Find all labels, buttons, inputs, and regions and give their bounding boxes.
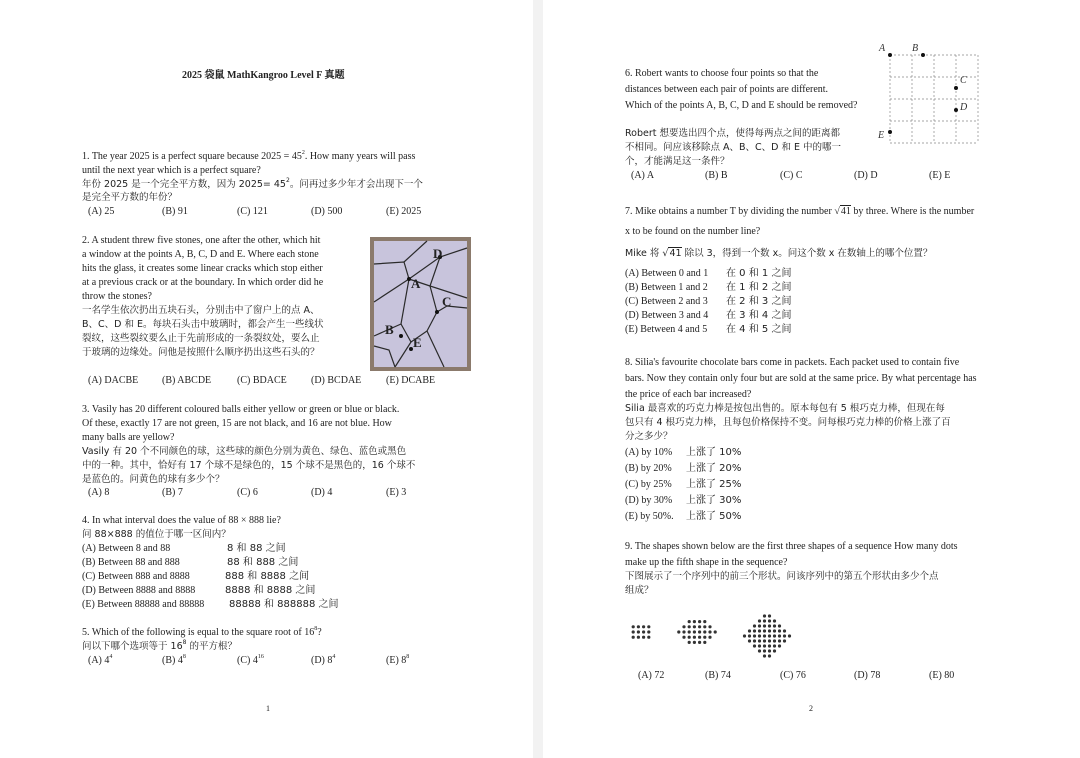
sequence-dot-shape3 xyxy=(768,629,771,632)
sequence-dot-shape3 xyxy=(753,624,756,627)
q4-option-d[interactable]: (D) Between 8888 and 8888 xyxy=(82,585,196,596)
sequence-dot-shape3 xyxy=(758,639,761,642)
sequence-dot-shape3 xyxy=(763,644,766,647)
sequence-dot-shape1 xyxy=(647,636,650,639)
sequence-dot-shape2 xyxy=(703,625,706,628)
sequence-dot-shape2 xyxy=(698,625,701,628)
q8-option-a-cn: 上涨了 10% xyxy=(686,447,742,458)
sequence-dot-shape3 xyxy=(758,634,761,637)
sequence-dot-shape3 xyxy=(783,629,786,632)
sequence-dot-shape2 xyxy=(703,630,706,633)
sequence-dot-shape3 xyxy=(768,654,771,657)
grid-label-b: B xyxy=(912,43,919,54)
q6-text-line2: distances between each pair of points are different. xyxy=(625,84,829,95)
q8-option-d-cn: 上涨了 30% xyxy=(686,495,742,506)
grid-label-d: D xyxy=(960,102,968,113)
sequence-dot-shape3 xyxy=(778,624,781,627)
q9-cn-line2: 组成？ xyxy=(625,585,654,596)
q7-option-c[interactable]: (C) Between 2 and 3 xyxy=(625,296,708,307)
q8-cn-line3: 分之多少？ xyxy=(625,431,673,442)
sequence-dot-shape1 xyxy=(637,625,640,628)
q6-option-c[interactable]: (C) C xyxy=(780,170,803,181)
q8-cn-line1: Silia 最喜欢的巧克力棒是按包出售的。原本每包有 5 根巧克力棒，但现在每 xyxy=(625,403,945,414)
exam-page-1 xyxy=(0,0,533,758)
q6-cn-line1: Robert 想要选出四个点，使得每两点之间的距离都 xyxy=(625,128,841,139)
q4-cn-line1: 问 88×888 的值位于哪一区间内？ xyxy=(82,529,231,540)
q3-text-line2: Of these, exactly 17 are not green, 15 are not black, and 16 are not blue. How xyxy=(82,418,392,429)
sequence-dot-shape3 xyxy=(758,644,761,647)
q4-option-e-cn: 88888 和 888888 之间 xyxy=(229,599,339,610)
q7-option-e-cn: 在 4 和 5 之间 xyxy=(726,324,792,335)
sequence-dot-shape2 xyxy=(688,625,691,628)
q2-text-line4: at a previous crack or at the boundary. In which order did he xyxy=(82,277,324,288)
q7-option-d-cn: 在 3 和 4 之间 xyxy=(726,310,792,321)
q4-option-a[interactable]: (A) Between 8 and 88 xyxy=(82,543,171,554)
q2-option-d[interactable]: (D) BCDAE xyxy=(311,375,362,386)
q6-option-e[interactable]: (E) E xyxy=(929,170,951,181)
sequence-dot-shape3 xyxy=(753,644,756,647)
q9-option-b[interactable]: (B) 74 xyxy=(705,670,731,681)
q8-text-line1: 8. Silia's favourite chocolate bars come in packets. Each packet used to contain five xyxy=(625,357,960,368)
sequence-dot-shape1 xyxy=(642,630,645,633)
sequence-dot-shape2 xyxy=(693,620,696,623)
q2-option-a[interactable]: (A) DACBE xyxy=(88,375,139,386)
q2-cn-line2: B、C、D 和 E。每块石头击中玻璃时，都会产生一些线状 xyxy=(82,319,324,330)
sequence-dot-shape1 xyxy=(647,625,650,628)
q3-option-a[interactable]: (A) 8 xyxy=(88,487,110,498)
sequence-dot-shape1 xyxy=(637,636,640,639)
q9-text-line2: make up the fifth shape in the sequence? xyxy=(625,557,788,568)
q8-option-b-cn: 上涨了 20% xyxy=(686,463,742,474)
q2-option-c[interactable]: (C) BDACE xyxy=(237,375,287,386)
q1-option-a[interactable]: (A) 25 xyxy=(88,206,115,217)
dot-sequence-figure xyxy=(625,612,805,666)
q9-cn-line1: 下图展示了一个序列中的前三个形状。问该序列中的第五个形状由多少个点 xyxy=(625,571,939,582)
sequence-dot-shape2 xyxy=(703,620,706,623)
sequence-dot-shape2 xyxy=(688,630,691,633)
q4-option-b-cn: 88 和 888 之间 xyxy=(227,557,299,568)
q5-cn-line1: 问以下哪个选项等于 $16^8$ 的平方根？ xyxy=(82,639,237,652)
sequence-dot-shape2 xyxy=(693,625,696,628)
q9-text-line1: 9. The shapes shown below are the first three shapes of a sequence How many dots xyxy=(625,541,958,552)
sequence-dot-shape3 xyxy=(768,644,771,647)
sequence-dot-shape3 xyxy=(743,634,746,637)
sequence-dot-shape2 xyxy=(698,636,701,639)
sequence-dot-shape3 xyxy=(753,634,756,637)
sequence-dot-shape2 xyxy=(677,630,680,633)
q4-text-line1: 4. In what interval does the value of 88 × 888 lie? xyxy=(82,515,281,526)
sequence-dot-shape2 xyxy=(703,641,706,644)
sequence-dot-shape1 xyxy=(632,625,635,628)
sequence-dot-shape3 xyxy=(788,634,791,637)
grid-label-c: C xyxy=(960,75,967,86)
q7-option-e[interactable]: (E) Between 4 and 5 xyxy=(625,324,708,335)
point-grid-figure xyxy=(875,40,990,148)
q9-option-e[interactable]: (E) 80 xyxy=(929,670,955,681)
q7-option-a-cn: 在 0 和 1 之间 xyxy=(726,268,792,279)
exam-page-2 xyxy=(543,0,1080,758)
sequence-dot-shape1 xyxy=(647,630,650,633)
window-label-c: C xyxy=(442,294,452,309)
window-label-a: A xyxy=(411,276,421,291)
q8-option-e-cn: 上涨了 50% xyxy=(686,511,742,522)
q3-option-e[interactable]: (E) 3 xyxy=(386,487,407,498)
sequence-dot-shape3 xyxy=(763,654,766,657)
sequence-dot-shape2 xyxy=(682,636,685,639)
q8-text-line2: bars. Now they contain only four but are sold at the same price. By what percentage has xyxy=(625,373,977,384)
q2-cn-line1: 一名学生依次扔出五块石头，分别击中了窗户上的点 A、 xyxy=(82,305,320,316)
q7-text-line2: x to be found on the number line? xyxy=(625,226,761,237)
q1-option-c[interactable]: (C) 121 xyxy=(237,206,268,217)
sequence-dot-shape3 xyxy=(758,629,761,632)
sequence-dot-shape3 xyxy=(773,649,776,652)
q7-text-line1: 7. Mike obtains a number T by dividing the number √41 by three. Where is the number xyxy=(625,206,975,217)
sequence-dot-shape2 xyxy=(698,620,701,623)
q8-option-e[interactable]: (E) by 50%. xyxy=(625,511,674,522)
page-number: 1 xyxy=(266,704,270,713)
q8-option-b[interactable]: (B) by 20% xyxy=(625,463,672,474)
q2-text-line3: hits the glass, it creates some linear cracks which stop either xyxy=(82,263,323,274)
sequence-dot-shape1 xyxy=(632,630,635,633)
sequence-dot-shape3 xyxy=(763,614,766,617)
sequence-dot-shape3 xyxy=(758,619,761,622)
sequence-dot-shape3 xyxy=(763,619,766,622)
q2-text-line2: a window at the points A, B, C, D and E. Where each stone xyxy=(82,249,319,260)
q4-option-c[interactable]: (C) Between 888 and 8888 xyxy=(82,571,190,582)
sequence-dot-shape3 xyxy=(773,644,776,647)
sequence-dot-shape3 xyxy=(773,624,776,627)
sequence-dot-shape2 xyxy=(698,630,701,633)
q8-option-c[interactable]: (C) by 25% xyxy=(625,479,672,490)
q8-option-d[interactable]: (D) by 30% xyxy=(625,495,673,506)
sequence-dot-shape3 xyxy=(748,629,751,632)
q1-text-line1: 1. The year 2025 is a perfect square because $2025 = 45^2$. How many years will pass xyxy=(82,150,416,162)
sequence-dot-shape3 xyxy=(778,644,781,647)
q6-option-d[interactable]: (D) D xyxy=(854,170,878,181)
q2-text-line5: throw the stones? xyxy=(82,291,152,302)
q5-option-e[interactable]: (E) $8^8$ xyxy=(386,654,410,666)
sequence-dot-shape1 xyxy=(637,630,640,633)
q9-option-c[interactable]: (C) 76 xyxy=(780,670,806,681)
q3-option-b[interactable]: (B) 7 xyxy=(162,487,183,498)
q4-option-e[interactable]: (E) Between 88888 and 88888 xyxy=(82,599,205,610)
q8-text-line3: the price of each bar increased? xyxy=(625,389,752,400)
sequence-dot-shape3 xyxy=(763,649,766,652)
q1-option-e[interactable]: (E) 2025 xyxy=(386,206,422,217)
window-label-b: B xyxy=(385,322,394,337)
q3-option-c[interactable]: (C) 6 xyxy=(237,487,258,498)
sequence-dot-shape3 xyxy=(768,649,771,652)
q6-text-line3: Which of the points A, B, C, D and E should be removed? xyxy=(625,100,858,111)
sequence-dot-shape1 xyxy=(642,625,645,628)
sequence-dot-shape3 xyxy=(778,634,781,637)
page-number: 2 xyxy=(809,704,813,713)
q2-option-b[interactable]: (B) ABCDE xyxy=(162,375,212,386)
sequence-dot-shape2 xyxy=(703,636,706,639)
q5-option-b[interactable]: (B) $4^8$ xyxy=(162,654,186,666)
q5-option-d[interactable]: (D) $8^4$ xyxy=(311,654,336,666)
sequence-dot-shape3 xyxy=(763,629,766,632)
sequence-dot-shape3 xyxy=(768,614,771,617)
sequence-dot-shape2 xyxy=(682,630,685,633)
sequence-dot-shape3 xyxy=(773,634,776,637)
q2-option-e[interactable]: (E) DCABE xyxy=(386,375,436,386)
sequence-dot-shape2 xyxy=(693,641,696,644)
sequence-dot-shape3 xyxy=(778,639,781,642)
q1-cn-line1: 年份 2025 是一个完全平方数，因为 $2025= 45^2$。问再过多少年才会出现下一个 xyxy=(82,177,423,190)
q6-cn-line2: 不相同。问应该移除点 A、B、C、D 和 E 中的哪一 xyxy=(625,142,842,153)
q3-text-line1: 3. Vasily has 20 different coloured balls either yellow or green or blue or black. xyxy=(82,404,400,415)
q4-option-b[interactable]: (B) Between 88 and 888 xyxy=(82,557,180,568)
q5-text-line1: 5. Which of the following is equal to the square root of $16^8$? xyxy=(82,626,322,638)
sequence-dot-shape2 xyxy=(688,620,691,623)
q4-option-a-cn: 8 和 88 之间 xyxy=(227,543,286,554)
sequence-dot-shape3 xyxy=(768,634,771,637)
grid-label-a: A xyxy=(879,43,886,54)
q2-cn-line3: 裂纹，这些裂纹要么止于先前形成的一条裂纹处，要么止 xyxy=(82,333,320,344)
q3-cn-line1: Vasily 有 20 个不同颜色的球，这些球的颜色分别为黄色、绿色、蓝色或黑色 xyxy=(82,446,407,457)
q3-cn-line3: 是蓝色的。问黄色的球有多少个？ xyxy=(82,474,225,485)
q7-option-c-cn: 在 2 和 3 之间 xyxy=(726,296,792,307)
q9-option-a[interactable]: (A) 72 xyxy=(638,670,665,681)
q9-option-d[interactable]: (D) 78 xyxy=(854,670,881,681)
q7-option-a[interactable]: (A) Between 0 and 1 xyxy=(625,268,709,279)
sequence-dot-shape2 xyxy=(682,625,685,628)
q1-cn-line2: 是完全平方数的年份？ xyxy=(82,192,178,203)
sequence-dot-shape3 xyxy=(748,634,751,637)
sequence-dot-shape3 xyxy=(768,619,771,622)
q6-option-a[interactable]: (A) A xyxy=(631,170,655,181)
q6-option-b[interactable]: (B) B xyxy=(705,170,728,181)
q1-option-b[interactable]: (B) 91 xyxy=(162,206,188,217)
sequence-dot-shape2 xyxy=(693,636,696,639)
q5-option-c[interactable]: (C) $4^{16}$ xyxy=(237,654,264,666)
q7-option-d[interactable]: (D) Between 3 and 4 xyxy=(625,310,709,321)
sequence-dot-shape3 xyxy=(768,639,771,642)
sequence-dot-shape1 xyxy=(632,636,635,639)
q2-text-line1: 2. A student threw five stones, one after the other, which hit xyxy=(82,235,321,246)
sequence-dot-shape3 xyxy=(763,639,766,642)
sequence-dot-shape3 xyxy=(758,624,761,627)
sequence-dot-shape3 xyxy=(773,629,776,632)
sequence-dot-shape3 xyxy=(783,639,786,642)
q5-option-a[interactable]: (A) $4^4$ xyxy=(88,654,113,666)
sequence-dot-shape3 xyxy=(753,639,756,642)
sequence-dot-shape3 xyxy=(758,649,761,652)
q7-option-b-cn: 在 1 和 2 之间 xyxy=(726,282,792,293)
sequence-dot-shape3 xyxy=(763,634,766,637)
q4-option-c-cn: 888 和 8888 之间 xyxy=(225,571,310,582)
q8-option-a[interactable]: (A) by 10% xyxy=(625,447,673,458)
sequence-dot-shape3 xyxy=(773,639,776,642)
q2-cn-line4: 于玻璃的边缘处。问他是按照什么顺序扔出这些石头的？ xyxy=(82,347,320,358)
sequence-dot-shape2 xyxy=(698,641,701,644)
q6-text-line1: 6. Robert wants to choose four points so that the xyxy=(625,68,819,79)
sequence-dot-shape3 xyxy=(773,619,776,622)
q8-option-c-cn: 上涨了 25% xyxy=(686,479,742,490)
sequence-dot-shape2 xyxy=(708,625,711,628)
sequence-dot-shape2 xyxy=(708,630,711,633)
q4-option-d-cn: 8888 和 8888 之间 xyxy=(225,585,316,596)
sequence-dot-shape3 xyxy=(778,629,781,632)
page-title: 2025 袋鼠 MathKangroo Level F 真题 xyxy=(182,70,345,81)
q7-option-b[interactable]: (B) Between 1 and 2 xyxy=(625,282,708,293)
sequence-dot-shape2 xyxy=(693,630,696,633)
q3-option-d[interactable]: (D) 4 xyxy=(311,487,333,498)
cracked-window-figure xyxy=(369,236,472,372)
window-label-d: D xyxy=(433,246,443,261)
sequence-dot-shape3 xyxy=(753,629,756,632)
sequence-dot-shape2 xyxy=(714,630,717,633)
q7-cn-line1: Mike 将 √41 除以 3，得到一个数 x。问这个数 x 在数轴上的哪个位置？ xyxy=(625,248,933,259)
sequence-dot-shape1 xyxy=(642,636,645,639)
q1-text-line2: until the next year which is a perfect square? xyxy=(82,165,261,176)
sequence-dot-shape2 xyxy=(708,636,711,639)
q3-cn-line2: 中的一种。其中，恰好有 17 个球不是绿色的，15 个球不是黑色的，16 个球不 xyxy=(82,460,416,471)
sequence-dot-shape3 xyxy=(783,634,786,637)
q8-cn-line2: 包只有 4 根巧克力棒，且每包价格保持不变。问每根巧克力棒的价格上涨了百 xyxy=(625,417,951,428)
q6-cn-line3: 个，才能满足这一条件？ xyxy=(625,156,730,167)
sequence-dot-shape2 xyxy=(688,641,691,644)
grid-label-e: E xyxy=(878,130,885,141)
sequence-dot-shape3 xyxy=(763,624,766,627)
sequence-dot-shape3 xyxy=(748,639,751,642)
q3-text-line3: many balls are yellow? xyxy=(82,432,175,443)
window-label-e: E xyxy=(413,335,422,350)
q1-option-d[interactable]: (D) 500 xyxy=(311,206,343,217)
sequence-dot-shape2 xyxy=(688,636,691,639)
sequence-dot-shape3 xyxy=(768,624,771,627)
